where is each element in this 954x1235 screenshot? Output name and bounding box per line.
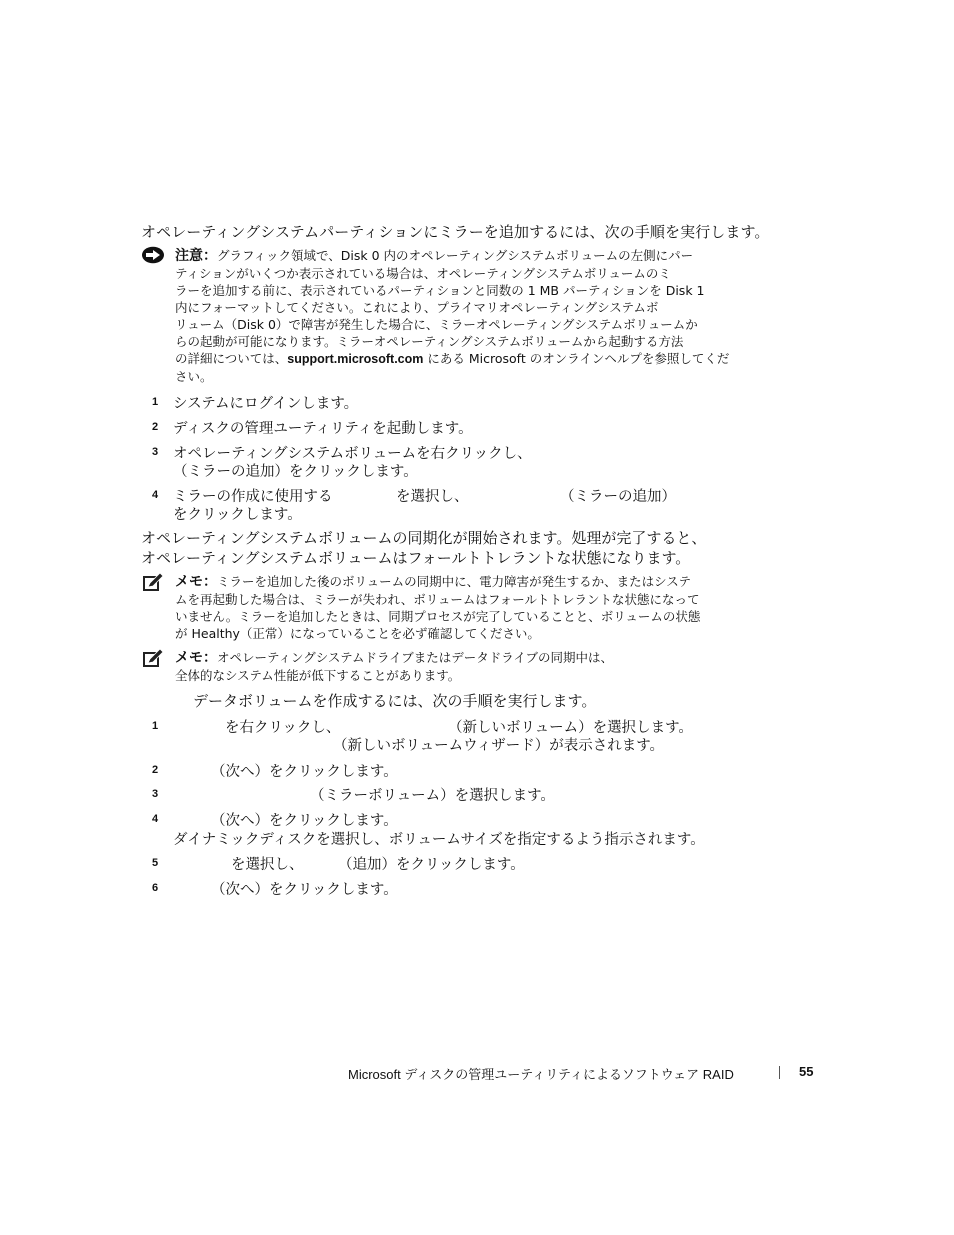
- caution-line: ラーを追加する前に、表示されているパーティションと同数の 1 MB パーティションを Disk 1: [175, 283, 705, 298]
- step-text: ダイナミックディスクを選択し、ボリュームサイズを指定するよう指示されます。: [173, 832, 705, 848]
- step-number: 3: [152, 446, 159, 458]
- caution-arrow-icon: [141, 246, 165, 264]
- step-text: システムにログインします。: [173, 396, 359, 412]
- step-text: を選択し、: [396, 489, 469, 505]
- caution-line: らの起動が可能になります。ミラーオペレーティングシステムボリュームから起動する方法: [175, 334, 684, 349]
- step-text: オペレーティングシステムボリュームを右クリックし、: [173, 446, 532, 462]
- caution-line: ティションがいくつか表示されている場合は、オペレーティングシステムボリュームのミ: [175, 266, 671, 281]
- memo-line: 全体的なシステム性能が低下することがあります。: [175, 668, 461, 683]
- step-text: を選択し、: [231, 857, 304, 873]
- memo-line: が Healthy（正常）になっていることを必ず確認してください。: [175, 626, 540, 641]
- step-text: （ミラーボリューム）を選択します。: [310, 788, 555, 804]
- body-paragraph-line: オペレーティングシステムボリュームの同期化が開始されます。処理が完了すると、: [141, 529, 707, 547]
- step-text: （新しいボリュームウィザード）が表示されます。: [333, 738, 665, 754]
- pencil-note-icon: [142, 648, 164, 668]
- footer-divider: [779, 1066, 780, 1079]
- step-text: （新しいボリューム）を選択します。: [448, 720, 693, 736]
- intro-text: オペレーティングシステムパーティションにミラーを追加するには、次の手順を実行します。: [141, 223, 770, 241]
- memo-note-1: [175, 573, 700, 642]
- caution-line: リューム（Disk 0）で障害が発生した場合に、ミラーオペレーティングシステムボリュームか: [175, 317, 698, 332]
- step-text: （次へ）をクリックします。: [211, 882, 398, 898]
- caution-label: 注意：: [175, 248, 217, 264]
- step-number: 4: [152, 489, 159, 501]
- step-text: （次へ）をクリックします。: [211, 764, 398, 780]
- memo-label: メモ：: [175, 574, 217, 590]
- body-paragraph-line: オペレーティングシステムボリュームはフォールトトレラントな状態になります。: [141, 549, 691, 567]
- footer-title: Microsoft ディスクの管理ユーティリティによるソフトウェア RAID: [348, 1067, 734, 1082]
- caution-line: 内にフォーマットしてください。これにより、プライマリオペレーティングシステムボ: [175, 300, 659, 315]
- memo-note-2: [175, 649, 613, 684]
- step-number: 4: [152, 813, 159, 825]
- step-text: ディスクの管理ユーティリティを起動します。: [173, 421, 473, 437]
- caution-line: にある Microsoft のオンラインヘルプを参照してくだ: [423, 351, 730, 366]
- memo-line: いません。ミラーを追加したときは、同期プロセスが完了していることと、ボリュームの状態: [175, 609, 701, 624]
- memo-line: ムを再起動した場合は、ミラーが失われ、ボリュームはフォールトトレラントな状態になって: [175, 592, 700, 607]
- caution-note: [175, 247, 729, 385]
- step-text: （ミラーの追加）をクリックします。: [173, 464, 418, 480]
- step-text: （次へ）をクリックします。: [211, 813, 398, 829]
- page-number: 55: [799, 1064, 814, 1079]
- memo-line: オペレーティングシステムドライブまたはデータドライブの同期中は、: [217, 650, 614, 665]
- caution-line: さい。: [175, 369, 213, 384]
- step-number: 1: [152, 720, 159, 732]
- support-url-link[interactable]: support.microsoft.com: [287, 352, 424, 366]
- pencil-note-icon: [142, 572, 164, 592]
- step-number: 1: [152, 396, 159, 408]
- step-text: ミラーの作成に使用する: [173, 489, 333, 505]
- memo-line: ミラーを追加した後のボリュームの同期中に、電力障害が発生するか、またはシステ: [217, 574, 692, 589]
- step-text: （追加）をクリックします。: [338, 857, 525, 873]
- step-number: 2: [152, 764, 159, 776]
- memo-label: メモ：: [175, 650, 217, 666]
- data-volume-intro: データボリュームを作成するには、次の手順を実行します。: [193, 692, 597, 710]
- caution-line: グラフィック領域で、Disk 0 内のオペレーティングシステムボリュームの左側にパー: [217, 248, 694, 263]
- step-text: （ミラーの追加）: [560, 489, 676, 505]
- step-text: を右クリックし、: [225, 720, 341, 736]
- step-text: をクリックします。: [173, 507, 302, 523]
- step-number: 2: [152, 421, 159, 433]
- step-number: 5: [152, 857, 159, 869]
- step-number: 3: [152, 788, 159, 800]
- step-number: 6: [152, 882, 159, 894]
- caution-line: の詳細については、: [175, 351, 288, 366]
